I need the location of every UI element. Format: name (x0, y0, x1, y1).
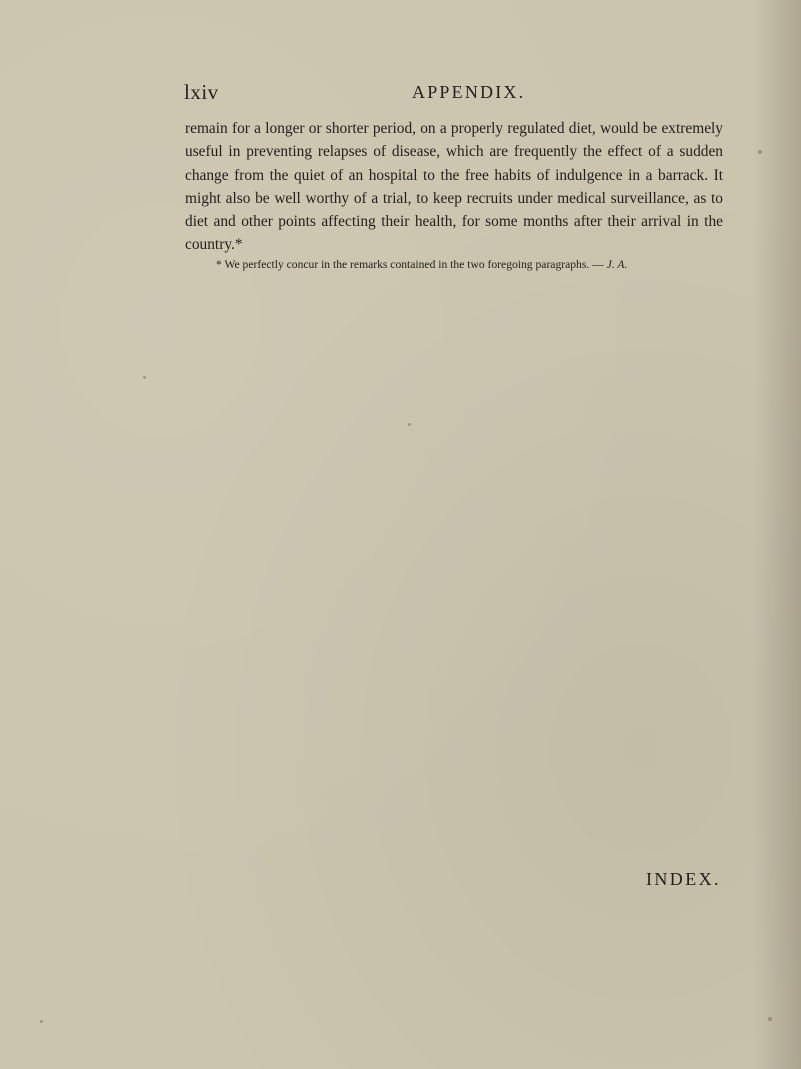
footnote-author: J. A. (606, 258, 628, 271)
body-paragraph: remain for a longer or shorter period, on a properly regulated diet, would be extremely useful in preventing relapses of disease, which are frequently the effect of a sudden change from the quiet of an hospital to the free habits of indulgence in a barrack. It might also be well worthy of a trial, to keep recruits under medical surveillance, as to diet and other points affecting their health, for some months after their arrival in the country.* (185, 120, 723, 254)
paper-speck (143, 376, 146, 379)
index-heading: INDEX. (646, 869, 721, 889)
section-title: APPENDIX. (412, 82, 526, 102)
footnote-text: * We perfectly concur in the remarks contained in the two foregoing paragraphs. — (216, 258, 604, 271)
running-head (184, 80, 726, 108)
paper-speck (408, 423, 411, 426)
footnote (216, 257, 716, 272)
paper-speck (758, 150, 762, 154)
page-number: lxiv (184, 80, 219, 104)
paper-speck (40, 1020, 43, 1023)
paper-speck (768, 1017, 772, 1021)
